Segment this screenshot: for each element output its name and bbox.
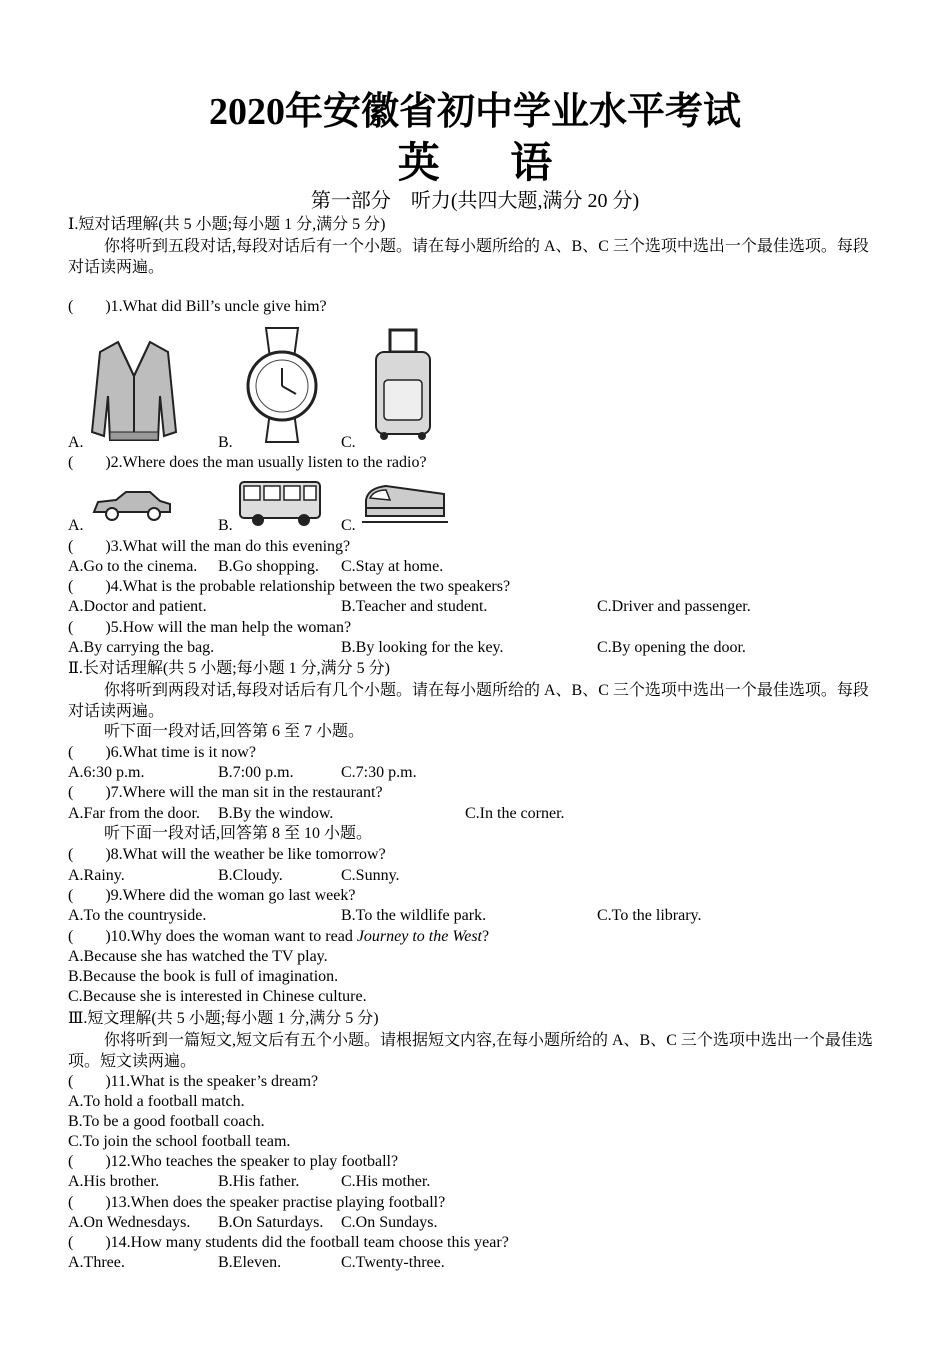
question-8-option-a: A.Rainy. xyxy=(68,867,125,884)
question-12-stem: ( )12.Who teaches the speaker to play football? xyxy=(68,1153,399,1170)
question-7-option-c: C.In the corner. xyxy=(465,805,565,822)
question-7-option-b: B.By the window. xyxy=(218,805,334,822)
question-10-stem xyxy=(68,927,489,947)
section-3-instruction: 你将听到一篇短文,短文后有五个小题。请根据短文内容,在每小题所给的 A、B、C 三个选项中选出一个最佳选项。短文读两遍。 xyxy=(68,1032,873,1070)
question-3-stem: ( )3.What will the man do this evening? xyxy=(68,538,351,555)
question-10-stem-pre: ( )10.Why does the woman want to read xyxy=(68,928,357,945)
question-4-stem: ( )4.What is the probable relationship between the two speakers? xyxy=(68,578,511,595)
question-13-option-b: B.On Saturdays. xyxy=(218,1214,324,1231)
question-3-option-c: C.Stay at home. xyxy=(341,558,444,575)
question-10-option-a: A.Because she has watched the TV play. xyxy=(68,948,328,965)
question-12-option-c: C.His mother. xyxy=(341,1173,431,1190)
section-3-heading: Ⅲ.短文理解(共 5 小题;每小题 1 分,满分 5 分) xyxy=(68,1010,379,1027)
question-9-stem: ( )9.Where did the woman go last week? xyxy=(68,887,356,904)
question-2-option-b: B. xyxy=(218,517,233,534)
suitcase-icon xyxy=(370,326,436,447)
sweater-icon xyxy=(88,336,180,449)
section-1-instruction: 你将听到五段对话,每段对话后有一个小题。请在每小题所给的 A、B、C 三个选项中选出一个最佳选项。每段对话读两遍。 xyxy=(68,238,869,276)
question-12-option-b: B.His father. xyxy=(218,1173,300,1190)
car-icon xyxy=(90,488,174,527)
question-13-option-a: A.On Wednesdays. xyxy=(68,1214,191,1231)
section-1-heading: Ⅰ.短对话理解(共 5 小题;每小题 1 分,满分 5 分) xyxy=(68,216,386,233)
page-title: 2020年安徽省初中学业水平考试 xyxy=(208,91,741,133)
question-6-option-b: B.7:00 p.m. xyxy=(218,764,294,781)
question-1-option-c: C. xyxy=(341,434,356,451)
question-10-book-title: Journey to the West xyxy=(356,928,482,945)
question-6-stem: ( )6.What time is it now? xyxy=(68,744,256,761)
question-11-option-c: C.To join the school football team. xyxy=(68,1133,291,1150)
question-14-option-c: C.Twenty-three. xyxy=(341,1254,445,1271)
question-3-option-b: B.Go shopping. xyxy=(218,558,319,575)
question-13-option-c: C.On Sundays. xyxy=(341,1214,438,1231)
part-heading: 第一部分 听力(共四大题,满分 20 分) xyxy=(310,190,640,212)
question-10-stem-post: ? xyxy=(481,928,490,945)
question-6-option-c: C.7:30 p.m. xyxy=(341,764,417,781)
section-2-heading: Ⅱ.长对话理解(共 5 小题;每小题 1 分,满分 5 分) xyxy=(68,660,390,677)
question-2-option-a: A. xyxy=(68,517,84,534)
question-7-option-a: A.Far from the door. xyxy=(68,805,200,822)
question-1-option-b: B. xyxy=(218,434,233,451)
subject-title: 英 语 xyxy=(397,141,583,187)
question-9-option-b: B.To the wildlife park. xyxy=(341,907,487,924)
train-icon xyxy=(362,482,448,531)
question-10-option-b: B.Because the book is full of imagination. xyxy=(68,968,339,985)
question-4-option-b: B.Teacher and student. xyxy=(341,598,488,615)
question-5-stem: ( )5.How will the man help the woman? xyxy=(68,619,352,636)
question-5-option-a: A.By carrying the bag. xyxy=(68,639,215,656)
question-13-stem: ( )13.When does the speaker practise playing football? xyxy=(68,1194,446,1211)
question-8-option-c: C.Sunny. xyxy=(341,867,400,884)
section-2-note-2: 听下面一段对话,回答第 8 至 10 小题。 xyxy=(104,825,373,842)
question-7-stem: ( )7.Where will the man sit in the restaurant? xyxy=(68,784,383,801)
question-14-option-a: A.Three. xyxy=(68,1254,125,1271)
question-11-stem: ( )11.What is the speaker’s dream? xyxy=(68,1073,319,1090)
section-2-instruction: 你将听到两段对话,每段对话后有几个小题。请在每小题所给的 A、B、C 三个选项中选出一个最佳选项。每段对话读两遍。 xyxy=(68,682,869,720)
question-3-option-a: A.Go to the cinema. xyxy=(68,558,198,575)
question-2-option-c: C. xyxy=(341,517,356,534)
question-6-option-a: A.6:30 p.m. xyxy=(68,764,145,781)
question-9-option-c: C.To the library. xyxy=(597,907,702,924)
bus-icon xyxy=(238,478,324,533)
question-12-option-a: A.His brother. xyxy=(68,1173,160,1190)
question-1-option-a: A. xyxy=(68,434,84,451)
question-11-option-b: B.To be a good football coach. xyxy=(68,1113,265,1130)
question-1-stem: ( )1.What did Bill’s uncle give him? xyxy=(68,298,327,315)
watch-icon xyxy=(242,324,322,451)
question-4-option-c: C.Driver and passenger. xyxy=(597,598,751,615)
question-8-option-b: B.Cloudy. xyxy=(218,867,283,884)
question-9-option-a: A.To the countryside. xyxy=(68,907,207,924)
question-14-option-b: B.Eleven. xyxy=(218,1254,282,1271)
question-5-option-b: B.By looking for the key. xyxy=(341,639,504,656)
question-5-option-c: C.By opening the door. xyxy=(597,639,746,656)
question-4-option-a: A.Doctor and patient. xyxy=(68,598,207,615)
question-2-stem: ( )2.Where does the man usually listen to the radio? xyxy=(68,454,427,471)
question-8-stem: ( )8.What will the weather be like tomorrow? xyxy=(68,846,386,863)
section-2-note-1: 听下面一段对话,回答第 6 至 7 小题。 xyxy=(104,723,365,740)
question-11-option-a: A.To hold a football match. xyxy=(68,1093,245,1110)
question-10-option-c: C.Because she is interested in Chinese culture. xyxy=(68,988,367,1005)
question-14-stem: ( )14.How many students did the football team choose this year? xyxy=(68,1234,509,1251)
